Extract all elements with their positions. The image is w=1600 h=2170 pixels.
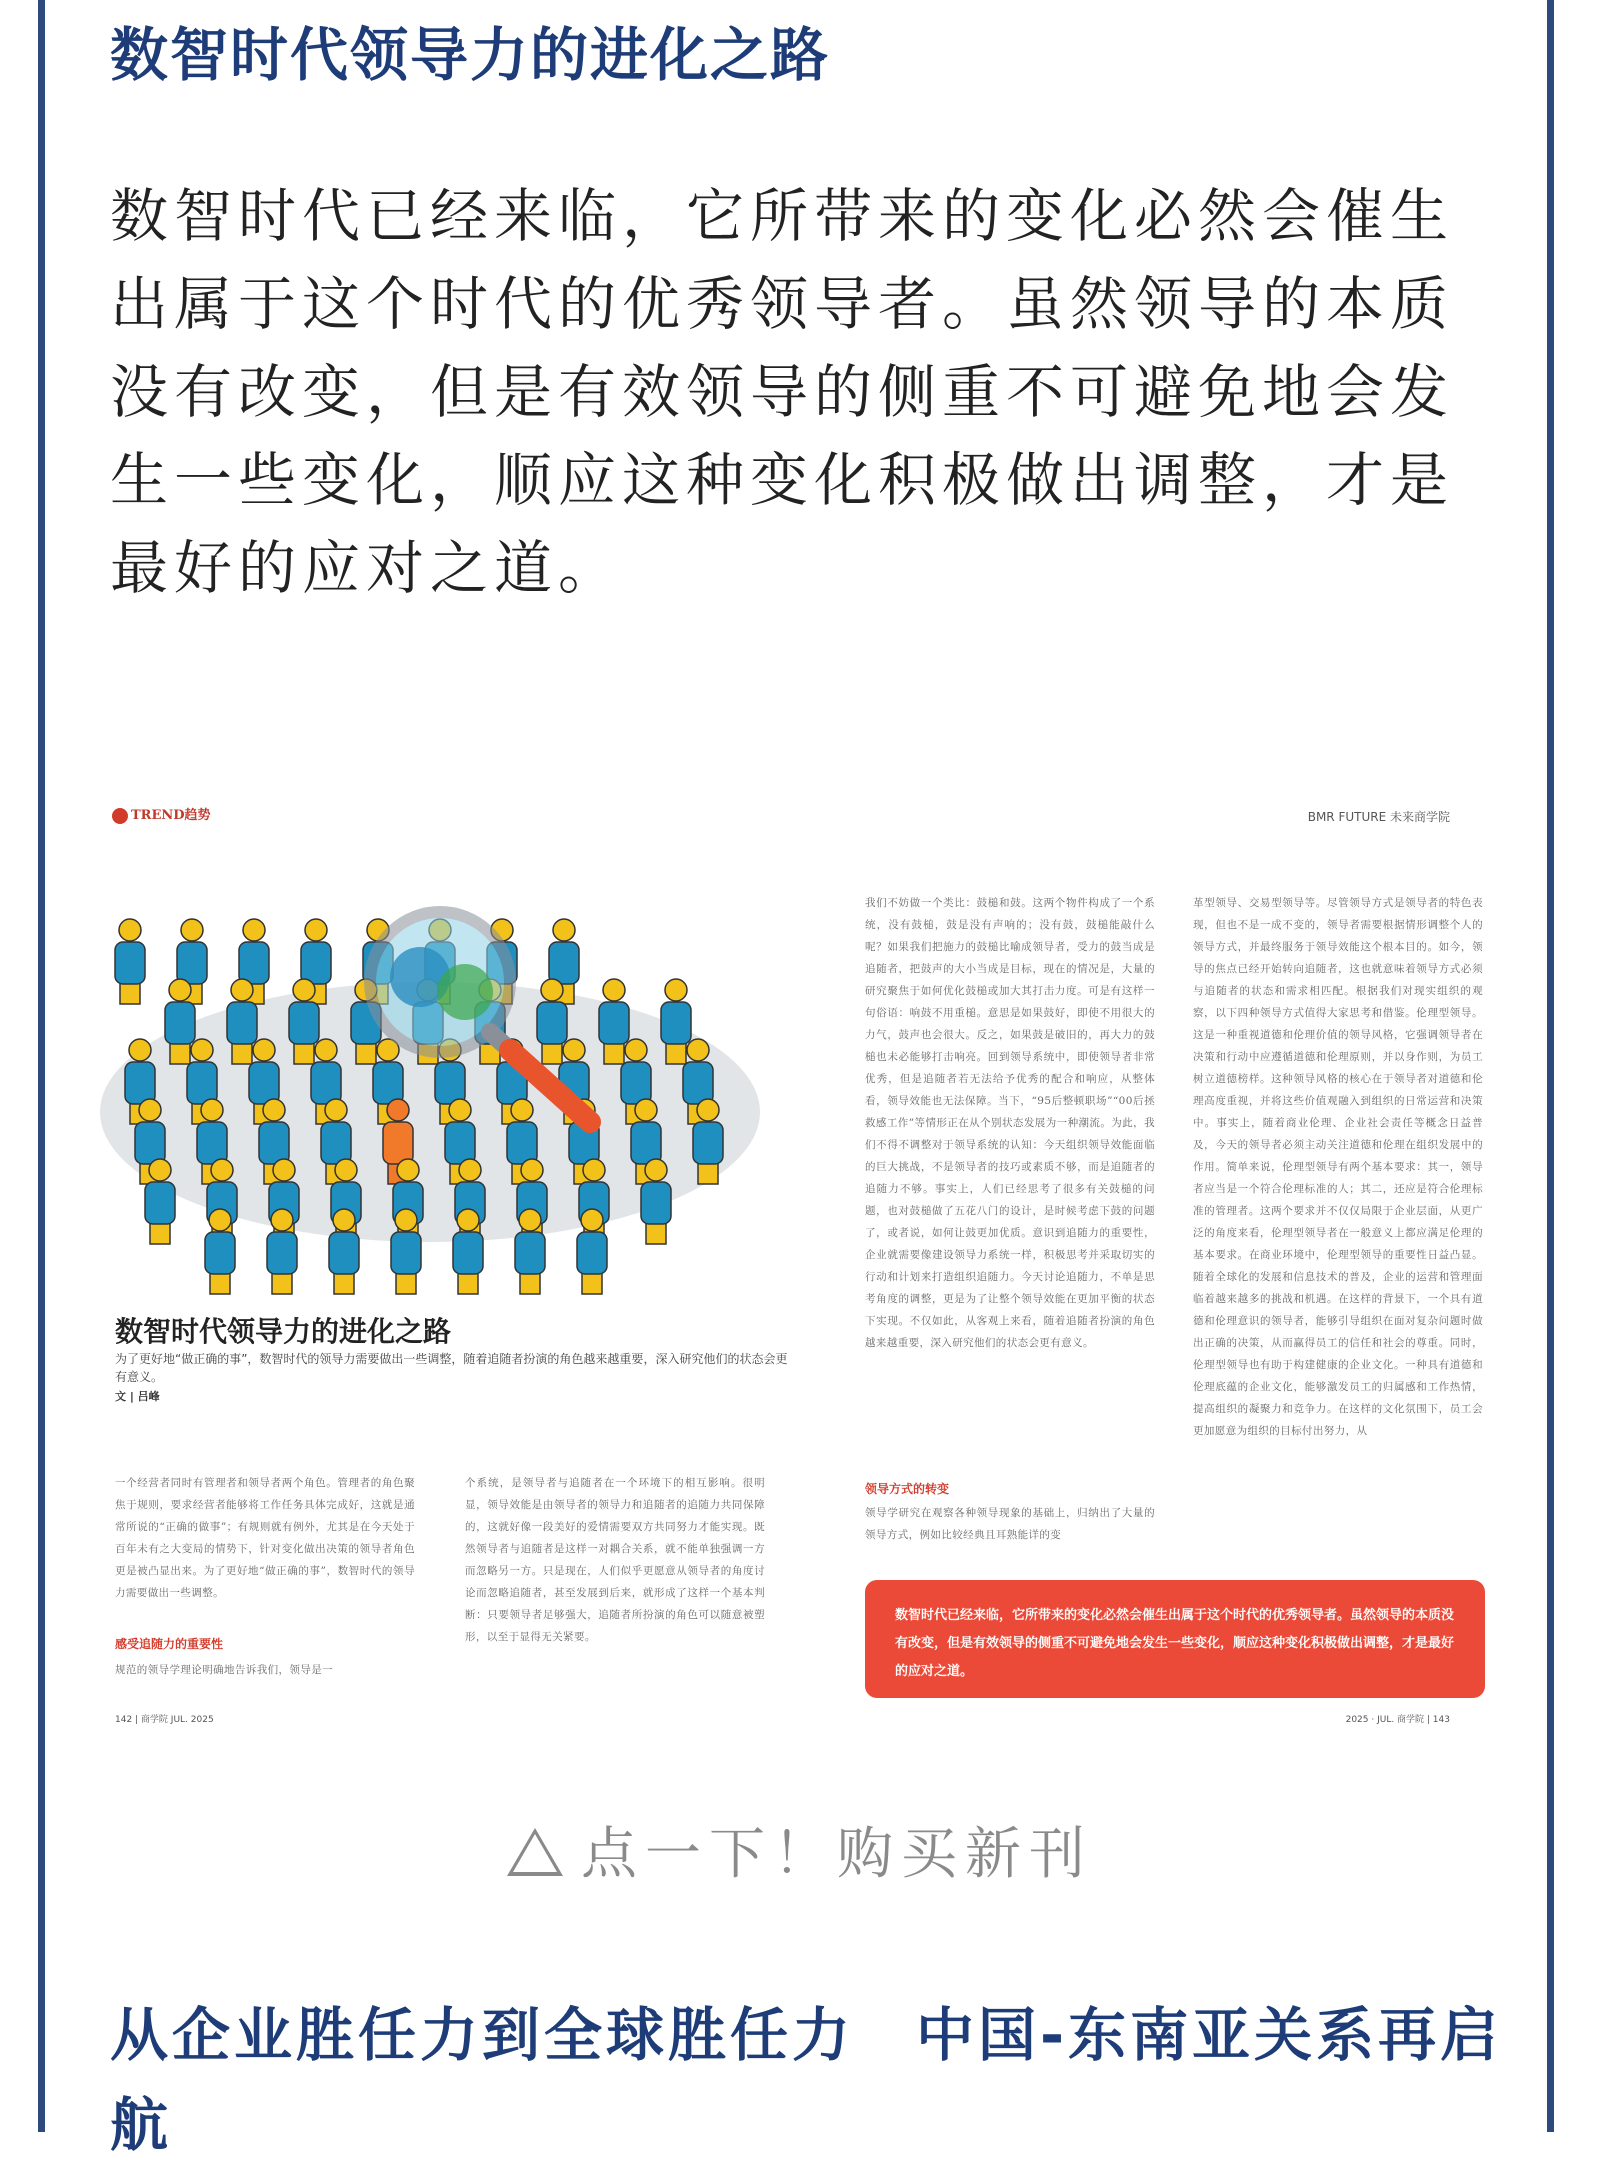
figure: [693, 1099, 723, 1184]
column-4: 革型领导、交易型领导等。尽管领导方式是领导者的特色表现，但也不是一成不变的，领导者需要根据情形调整个人的领导方式，并最终服务于领导效能这个根本目的。如今，领导的焦点已经开始转向追随者，这也就意味着领导方式必须与追随者的状态和需求相匹配。根据我们对现实组织的观察，以下四种领导方式值得大家思考和借鉴。伦理型领导。这是一种重视道德和伦理价值的领导风格，它强调领导者在决策和行动中应遵循道德和伦理原则，并以身作则，为员工树立道德榜样。这种领导风格的核心在于领导者对道德和伦理高度重视，并将这些价值观融入到组织的日常运营和决策中。事实上，随着商业伦理、企业社会责任等概念日益普及，今天的领导者必须主动关注道德和伦理在组织发展中的作用。简单来说，伦理型领导有两个基本要求：其一，领导者应当是一个符合伦理标准的人；其二，还应是符合伦理标准的管理者。这两个要求并不仅仅局限于企业层面，从更广泛的角度来看，伦理型领导者在一般意义上都应满足伦理的基本要求。在商业环境中，伦理型领导的重要性日益凸显。随着全球化的发展和信息技术的普及，企业的运营和管理面临着越来越多的挑战和机遇。在这样的背景下，一个具有道德和伦理意识的领导者，能够引导组织在面对复杂问题时做出正确的决策，从而赢得员工的信任和社会的尊重。同时，伦理型领导也有助于构建健康的企业文化。一种具有道德和伦理底蕴的企业文化，能够激发员工的归属感和工作热情，提高组织的凝聚力和竞争力。在这样的文化氛围下，员工会更加愿意为组织的目标付出努力，从: [1193, 897, 1483, 1437]
pull-quote-box: 数智时代已经来临，它所带来的变化必然会催生出属于这个时代的优秀领导者。虽然领导的本质没有改变，但是有效领导的侧重不可避免地会发生一些变化，顺应这种变化积极做出调整，才是最好的应对之道。: [865, 1580, 1485, 1698]
column-1-tail: 规范的领导学理论明确地告诉我们，领导是一: [115, 1664, 333, 1676]
folio-right: 2025 · JUL. 商学院 | 143: [1345, 1715, 1450, 1725]
lead-paragraph: 数智时代已经来临，它所带来的变化必然会催生出属于这个时代的优秀领导者。虽然领导的本质没有改变，但是有效领导的侧重不可避免地会发生一些变化，顺应这种变化积极做出调整，才是最好的应对之道。: [110, 182, 1455, 602]
figure: [453, 1209, 483, 1294]
figure: [641, 1159, 671, 1244]
column-3-tail: 领导学研究在观察各种领导现象的基础上，归纳出了大量的领导方式，例如比较经典且耳熟能详的变: [865, 1507, 1155, 1541]
column-2: 个系统，是领导者与追随者在一个环境下的相互影响。很明显，领导效能是由领导者的领导力和追随者的追随力共同保障的，这就好像一段美好的爱情需要双方共同努力才能实现。既然领导者与追随者是这样一对耦合关系，就不能单独强调一方而忽略另一方。只是现在，人们似乎更愿意从领导者的角度讨论而忽略追随者，甚至发展到后来，就形成了这样一个基本判断：只要领导者足够强大，追随者所扮演的角色可以随意被塑形，以至于显得无关紧要。: [465, 1477, 765, 1643]
column-3: 我们不妨做一个类比：鼓槌和鼓。这两个物件构成了一个系统，没有鼓槌，鼓是没有声响的；没有鼓，鼓槌能敲什么呢？如果我们把施力的鼓槌比喻成领导者，受力的鼓当成是追随者，把鼓声的大小当成是目标，现在的情况是，大量的研究聚焦于如何优化鼓槌或加大其打击力度。可是有这样一句俗语：响鼓不用重槌。意思是如果鼓好，即使不用很大的力气，鼓声也会很大。反之，如果鼓是破旧的，再大力的鼓槌也未必能够打击响亮。回到领导系统中，即使领导者非常优秀，但是追随者若无法给予优秀的配合和响应，从整体看，领导效能也无法保障。当下，“95后整顿职场”“00后拯救感工作”等情形正在从个别状态发展为一种潮流。为此，我们不得不调整对于领导系统的认知：今天组织领导效能面临的巨大挑战，不是领导者的技巧或素质不够，而是追随者的追随力不够。事实上，人们已经思考了很多有关鼓槌的问题，也对鼓槌做了五花八门的设计，是时候考虑下鼓的问题了，或者说，如何让鼓更加优质。意识到追随力的重要性，企业就需要像建设领导力系统一样，积极思考并采取切实的行动和计划来打造组织追随力。今天讨论追随力，不单是思考角度的调整，更是为了让整个领导效能在更加平衡的状态下实现。不仅如此，从客观上来看，随着追随者扮演的角色越来越重要，深入研究他们的状态会更有意义。: [865, 897, 1155, 1349]
figure: [115, 919, 145, 1004]
figure: [577, 1209, 607, 1294]
trend-tag: TREND趋势: [112, 804, 211, 824]
folio-left: 142 | 商学院 JUL. 2025: [115, 1715, 214, 1725]
column-1: 一个经营者同时有管理者和领导者两个角色。管理者的角色聚焦于规则，要求经营者能够将工作任务具体完成好，这就是通常所说的“正确的做事”；有规则就有例外，尤其是在今天处于百年未有之大变局的情势下，针对变化做出决策的领导者角色更是被凸显出来。为了更好地“做正确的事”，数智时代的领导力需要做出一些调整。: [115, 1477, 415, 1599]
crowd-magnifier-illustration: [70, 812, 770, 1312]
figure: [145, 1159, 175, 1244]
figure: [205, 1209, 235, 1294]
magazine-spread-image[interactable]: [60, 782, 1500, 1742]
subhead-leadership-style: 领导方式的转变: [865, 1482, 950, 1496]
article-heading: 数智时代领导力的进化之路: [110, 21, 831, 89]
buy-new-issue-link[interactable]: 点一下！购买新刊: [0, 1810, 1600, 1890]
figure: [391, 1209, 421, 1294]
figure: [329, 1209, 359, 1294]
byline: 文 | 吕峰: [115, 1390, 160, 1403]
article-subtitle: 为了更好地“做正确的事”，数智时代的领导力需要做出一些调整，随着追随者扮演的角色越来越重要，深入研究他们的状态会更有意义。: [115, 1352, 788, 1384]
article-title: 数智时代领导力的进化之路: [115, 1315, 452, 1348]
triangle-up-icon: [507, 1828, 563, 1876]
brand-label: BMR FUTURE 未来商学院: [1307, 810, 1450, 824]
next-article-heading[interactable]: 从企业胜任力到全球胜任力 中国-东南亚关系再启航: [110, 2001, 1503, 2159]
figure: [267, 1209, 297, 1294]
subhead-followership: 感受追随力的重要性: [115, 1637, 224, 1651]
figure: [515, 1209, 545, 1294]
